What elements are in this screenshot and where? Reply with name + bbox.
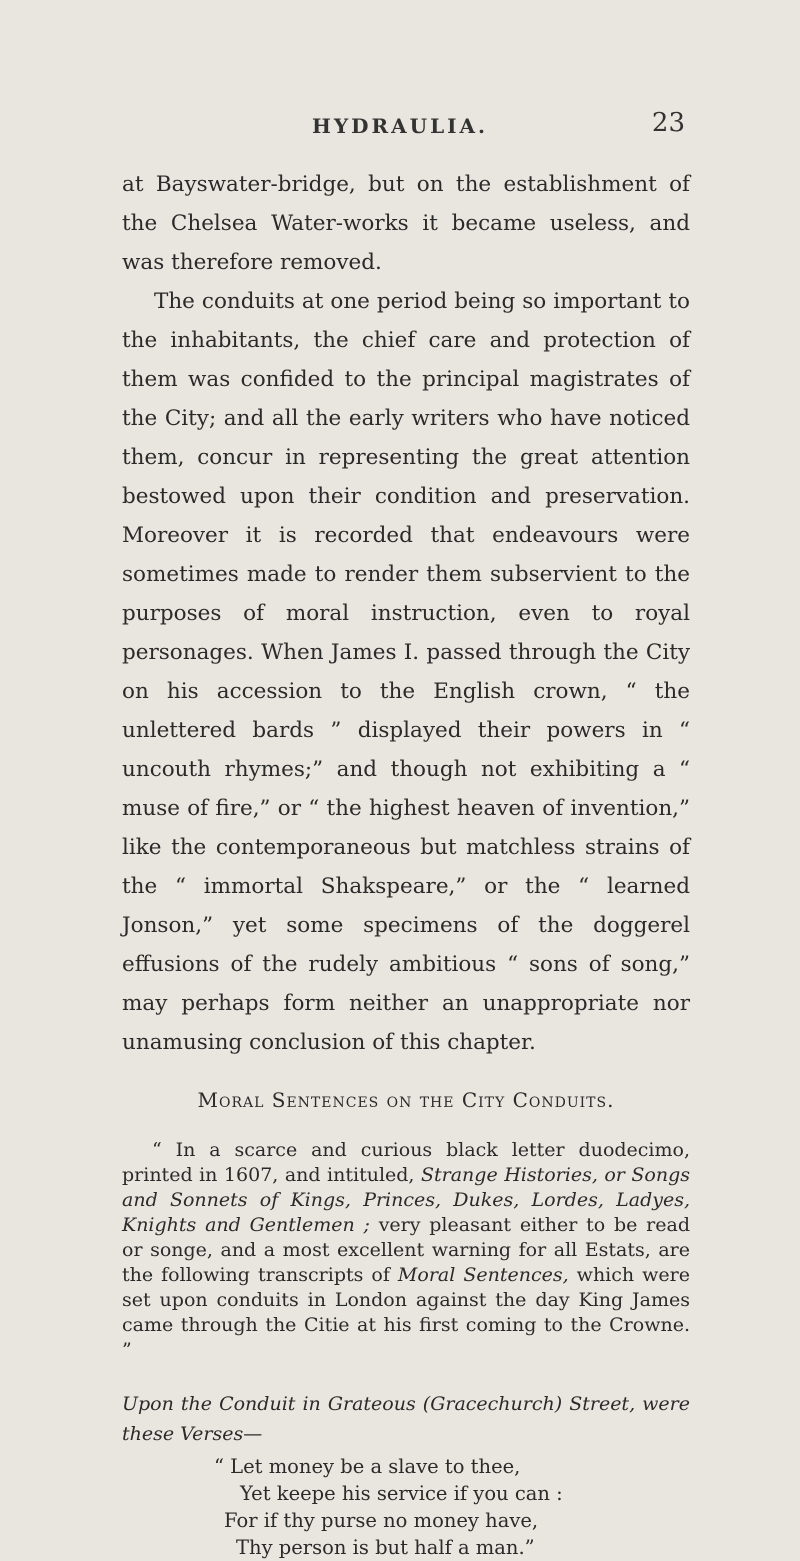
subhead-roman: (Gracechurch) — [422, 1393, 563, 1415]
running-title: HYDRAULIA. — [312, 114, 488, 138]
page-number: 23 — [651, 108, 685, 138]
quote-text-2: very pleasant either to be read or songe, and a most excellent warning for all Estats, are the following transcripts of — [122, 1214, 690, 1286]
quote-text-3: which were set upon conduits in London against the day King James came through the Citie at his first coming to the Crowne. ” — [122, 1264, 690, 1361]
paragraph-continued: at Bayswater-bridge, but on the establishment of the Chelsea Water-works it became useless, and was therefore removed. — [122, 172, 690, 275]
page-header — [0, 108, 800, 148]
section-heading: Moral Sentences on the City Conduits. — [197, 1088, 615, 1112]
paragraph-conduits: The conduits at one period being so important to the inhabitants, the chief care and protection of them was confided to the principal magistrates of the City; and all the early writers who have noticed them, concur in representing the great attention bestowed upon their condition and preservation. Moreover it is recorded that endeavours were sometimes made to render them subservient to the purposes of moral instruction, even to royal personages. When James I. passed through the City on his accession to the English crown, “ the unlettered bards ” displayed their powers in “ uncouth rhymes;” and though not exhibiting a “ muse of fire,” or “ the highest heaven of invention,” like the contemporaneous but matchless strains of the “ immortal Shakspeare,” or the “ learned Jonson,” yet some specimens of the doggerel effusions of the rudely ambitious “ sons of song,” may perhaps form neither an unappropriate nor unamusing conclusion of this chapter. — [122, 289, 690, 1055]
verse-line: “ Let money be a slave to thee, — [214, 1455, 521, 1478]
verse-line: Thy person is but half a man.” — [236, 1536, 535, 1559]
verse-line: Yet keepe his service if you can : — [240, 1482, 563, 1505]
quote-text-1: “ In a scarce and curious black letter duodecimo, printed in 1607, and intituled, — [122, 1139, 690, 1186]
subhead-italic-1: Upon the Conduit in Grateous — [122, 1393, 423, 1415]
verse-introduction — [122, 1389, 690, 1449]
verse-line: For if thy purse no money have, — [224, 1509, 539, 1532]
quotation-paragraph — [122, 1138, 690, 1363]
verse-block — [122, 1453, 690, 1561]
book-title: Strange Histories, or Songs and Sonnets of Kings, Princes, Dukes, Lordes, Ladyes, Knights and Gentlemen ; — [122, 1164, 690, 1236]
moral-sentences-phrase: Moral Sentences, — [397, 1264, 569, 1286]
subhead-italic-2: Street, were these Verses— — [122, 1393, 690, 1445]
body-text — [122, 165, 690, 1561]
